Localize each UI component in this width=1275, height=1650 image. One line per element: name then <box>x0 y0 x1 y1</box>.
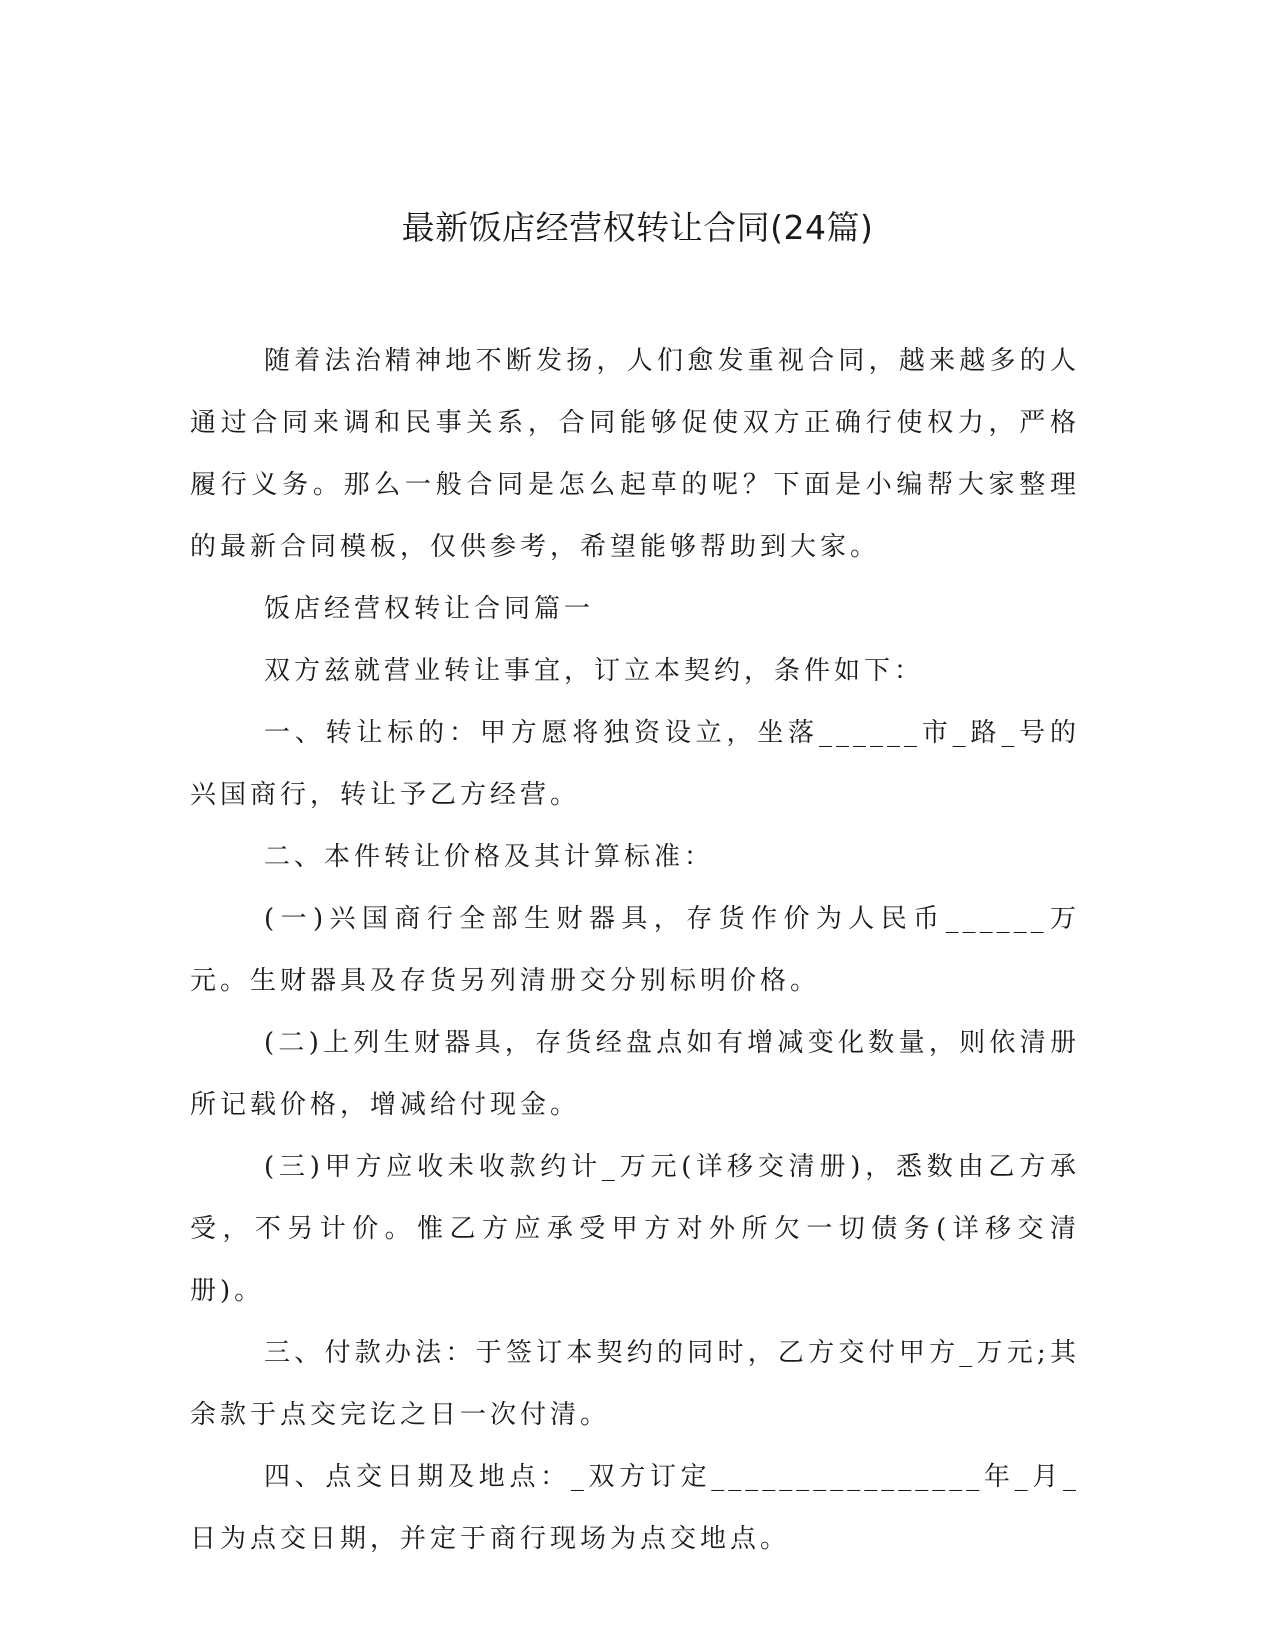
document-title: 最新饭店经营权转让合同(24篇) <box>401 208 874 247</box>
clause-payment-method: 三、付款办法：于签订本契约的同时，乙方交付甲方_万元;其余款于点交完讫之日一次付清。 <box>190 1338 1080 1430</box>
clause-transfer-subject: 一、转让标的：甲方愿将独资设立，坐落______市_路_号的兴国商行，转让予乙方经营。 <box>190 718 1080 810</box>
subclause-equipment: (一)兴国商行全部生财器具，存货作价为人民币______万元。生财器具及存货另列清册交分别标明价格。 <box>190 904 1080 996</box>
document-body <box>190 330 1080 1570</box>
subclause-inventory-change: (二)上列生财器具，存货经盘点如有增减变化数量，则依清册所记载价格，增减给付现金。 <box>190 1028 1080 1120</box>
contract-preamble: 双方兹就营业转让事宜，订立本契约，条件如下： <box>264 656 925 686</box>
section-heading: 饭店经营权转让合同篇一 <box>264 594 595 624</box>
subclause-receivables: (三)甲方应收未收款约计_万元(详移交清册)，悉数由乙方承受，不另计价。惟乙方应承受甲方对外所欠一切债务(详移交清册)。 <box>190 1152 1080 1306</box>
clause-transfer-price: 二、本件转让价格及其计算标准： <box>264 842 715 872</box>
clause-handover-date: 四、点交日期及地点：_双方订定________________年_月_日为点交日期，并定于商行现场为点交地点。 <box>190 1462 1080 1554</box>
intro-paragraph: 随着法治精神地不断发扬，人们愈发重视合同，越来越多的人通过合同来调和民事关系，合同能够促使双方正确行使权力，严格履行义务。那么一般合同是怎么起草的呢？下面是小编帮大家整理的最新合同模板，仅供参考，希望能够帮助到大家。 <box>190 346 1080 562</box>
